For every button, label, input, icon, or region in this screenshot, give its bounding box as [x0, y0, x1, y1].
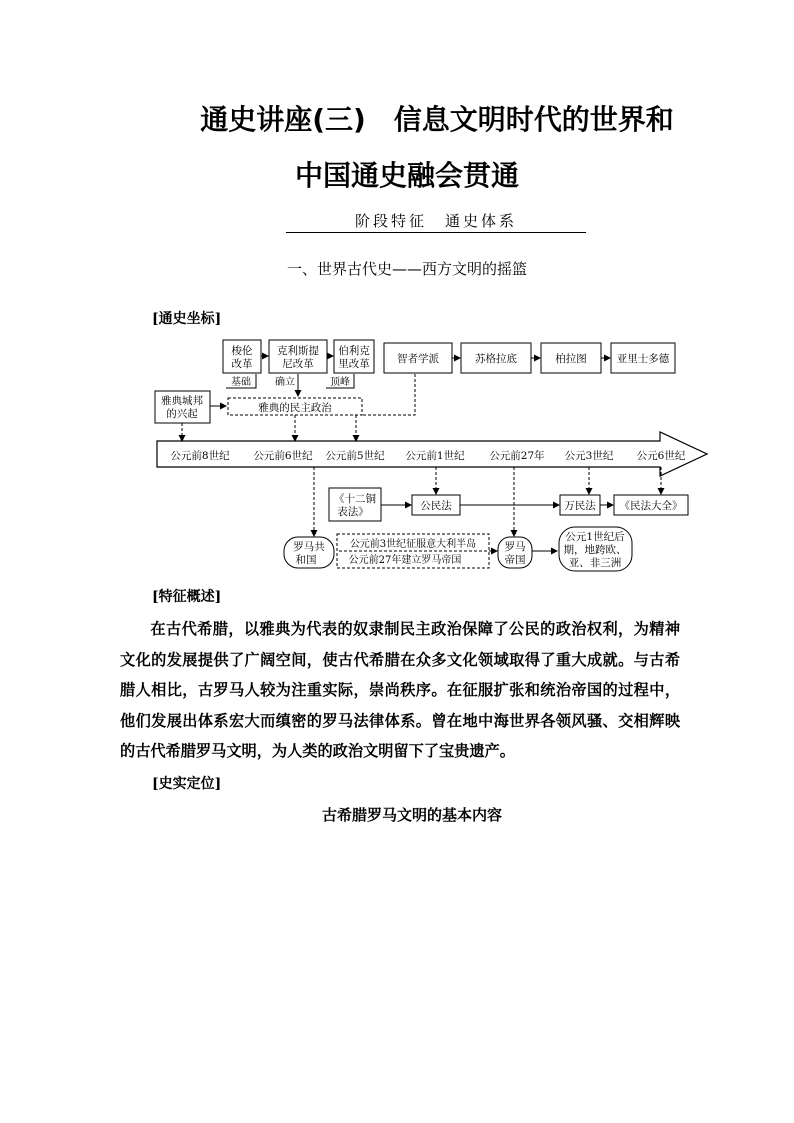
section-heading: 一、世界古代史——西方文明的摇篮: [286, 260, 527, 278]
svg-text:顶峰: 顶峰: [330, 377, 350, 388]
svg-text:和国: 和国: [295, 554, 317, 566]
svg-text:公元前27年: 公元前27年: [489, 450, 545, 462]
svg-text:智者学派: 智者学派: [397, 353, 439, 365]
page-title-line2: 中国通史融会贯通: [294, 159, 519, 192]
svg-text:公元前1世纪: 公元前1世纪: [405, 450, 465, 462]
tag-position: [史实定位]: [152, 776, 222, 792]
svg-text:公民法: 公民法: [420, 500, 452, 512]
svg-text:柏拉图: 柏拉图: [555, 353, 587, 365]
svg-text:尼改革: 尼改革: [282, 358, 314, 370]
svg-text:表法》: 表法》: [337, 506, 369, 518]
svg-text:雅典的民主政治: 雅典的民主政治: [258, 402, 332, 414]
svg-text:亚里士多德: 亚里士多德: [616, 353, 670, 365]
svg-text:期，地跨欧、: 期，地跨欧、: [563, 544, 627, 556]
pericles-label: 伯利克: [338, 345, 370, 357]
cleisthenes-label: 克利斯提: [277, 345, 319, 357]
tag-timeline: [通史坐标]: [152, 311, 222, 327]
tag-features: [特征概述]: [152, 589, 222, 605]
svg-text:里改革: 里改革: [338, 358, 370, 370]
svg-text:雅典城邦: 雅典城邦: [161, 395, 203, 407]
svg-text:《民法大全》: 《民法大全》: [619, 500, 683, 512]
svg-text:万民法: 万民法: [564, 500, 596, 512]
solon-label: 梭伦: [231, 345, 253, 357]
position-heading: 古希腊罗马文明的基本内容: [321, 806, 502, 824]
features-paragraph: 在古代希腊，以雅典为代表的奴隶制民主政治保障了公民的政治权利，为精神文化的发展提供了广阔空间，使古代希腊在众多文化领域取得了重大成就。与古希腊人相比，古罗马人较为注重实际，崇尚秩序。在征服扩张和统治帝国的过程中，他们发展出体系宏大而缜密的罗马法律体系。曾在地中海世界各领风骚、交相辉映的古代希腊罗马文明，为人类的政治文明留下了宝贵遗产。: [120, 620, 680, 760]
svg-text:基础: 基础: [231, 377, 251, 388]
svg-text:的兴起: 的兴起: [166, 408, 198, 420]
svg-text:《十二铜: 《十二铜: [334, 493, 376, 505]
svg-text:公元前27年建立罗马帝国: 公元前27年建立罗马帝国: [348, 555, 462, 566]
subtitle: 阶段特征 通史体系: [286, 210, 586, 233]
svg-text:公元3世纪: 公元3世纪: [564, 450, 614, 462]
svg-text:苏格拉底: 苏格拉底: [475, 353, 517, 365]
svg-text:公元6世纪: 公元6世纪: [636, 450, 686, 462]
svg-text:确立: 确立: [275, 377, 295, 388]
svg-text:公元1世纪后: 公元1世纪后: [565, 531, 625, 543]
svg-text:罗马: 罗马: [504, 541, 526, 553]
svg-text:罗马共: 罗马共: [293, 541, 325, 553]
svg-text:改革: 改革: [231, 358, 253, 370]
svg-text:帝国: 帝国: [504, 554, 526, 566]
svg-text:亚、非三洲: 亚、非三洲: [568, 557, 622, 569]
svg-text:公元前8世纪: 公元前8世纪: [170, 450, 230, 462]
svg-text:公元前5世纪: 公元前5世纪: [325, 450, 385, 462]
page-title-line1: 通史讲座(三) 信息文明时代的世界和: [200, 103, 674, 136]
svg-text:公元前3世纪征服意大利半岛: 公元前3世纪征服意大利半岛: [349, 539, 477, 550]
svg-text:公元前6世纪: 公元前6世纪: [253, 450, 313, 462]
